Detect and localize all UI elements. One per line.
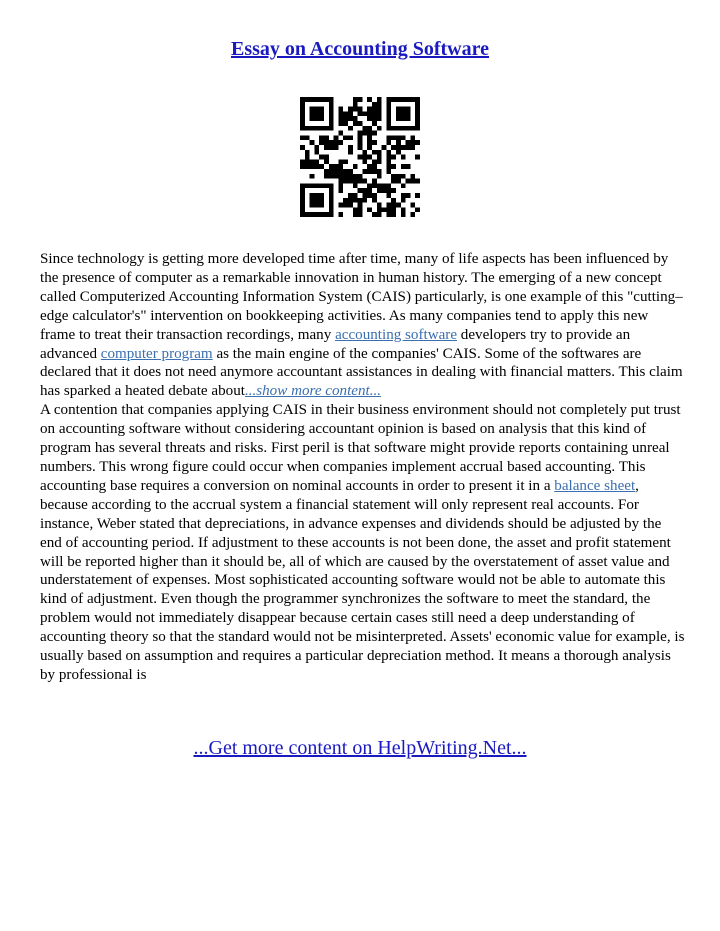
paragraph-text: Since technology is getting more developed time after time, many of life aspects has been influenced by the presence of computer as a remarkable innovation in human history. The emerging of a new concept called Computerized Accounting Information System (CAIS) particularly, is one example of this "cutting–edge calculator's" intervention on bookkeeping activities. As many companies tend to apply this new frame to treat their transaction recordings, many bbox=[40, 251, 683, 343]
paragraph-text: A contention that companies applying CAIS in their business environment should not completely put trust on accounting software without considering accountant opinion is based on analysis that this kind of program has several threats and risks. First peril is that software might provide reports containing unreal numbers. This wrong figure could occur when companies implement accrual based accounting. This accounting base requires a conversion on nominal accounts in order to present it in a bbox=[40, 402, 681, 494]
balance-sheet-link[interactable]: balance sheet bbox=[554, 477, 636, 494]
show-more-link[interactable]: ...show more content... bbox=[244, 383, 382, 400]
accounting-software-link[interactable]: accounting software bbox=[335, 326, 458, 343]
page-title[interactable]: Essay on Accounting Software bbox=[231, 38, 489, 60]
essay-body bbox=[40, 250, 685, 685]
computer-program-link[interactable]: computer program bbox=[100, 345, 213, 362]
essay-paragraph-1 bbox=[40, 250, 685, 401]
paragraph-text: as the main engine of the companies' CAIS. Some of the softwares are declared that it does not need anymore accountant assistances in dealing with financial matters. This claim has sparked a heated debate about bbox=[40, 345, 683, 400]
paragraph-text: , because according to the accrual system a financial statement will only represent real accounts. For instance, Weber stated that depreciations, in advance expenses and dividends should be adjusted by the end of accounting period. If adjustment to these accounts is not been done, the asset and profit statement will be reported higher than it should be, all of which are caused by the overstatement of asset value and understatement of expenses. Most sophisticated accounting software would not be able to automate this kind of adjustment. Even though the programmer synchronizes the software to meet the standard, the problem would not immediately disappear because certain cases still need a deep understanding of accounting theory so that the standard would not be misinterpreted. Assets' economic value for example, is usually based on assumption and requires a particular depreciation method. It means a thorough analysis by professional is bbox=[40, 477, 685, 683]
qr-code-icon bbox=[300, 97, 420, 217]
get-more-content-link[interactable]: ...Get more content on HelpWriting.Net... bbox=[193, 737, 527, 759]
essay-paragraph-2 bbox=[40, 401, 685, 685]
paragraph-text: developers try to provide an advanced bbox=[40, 326, 631, 362]
